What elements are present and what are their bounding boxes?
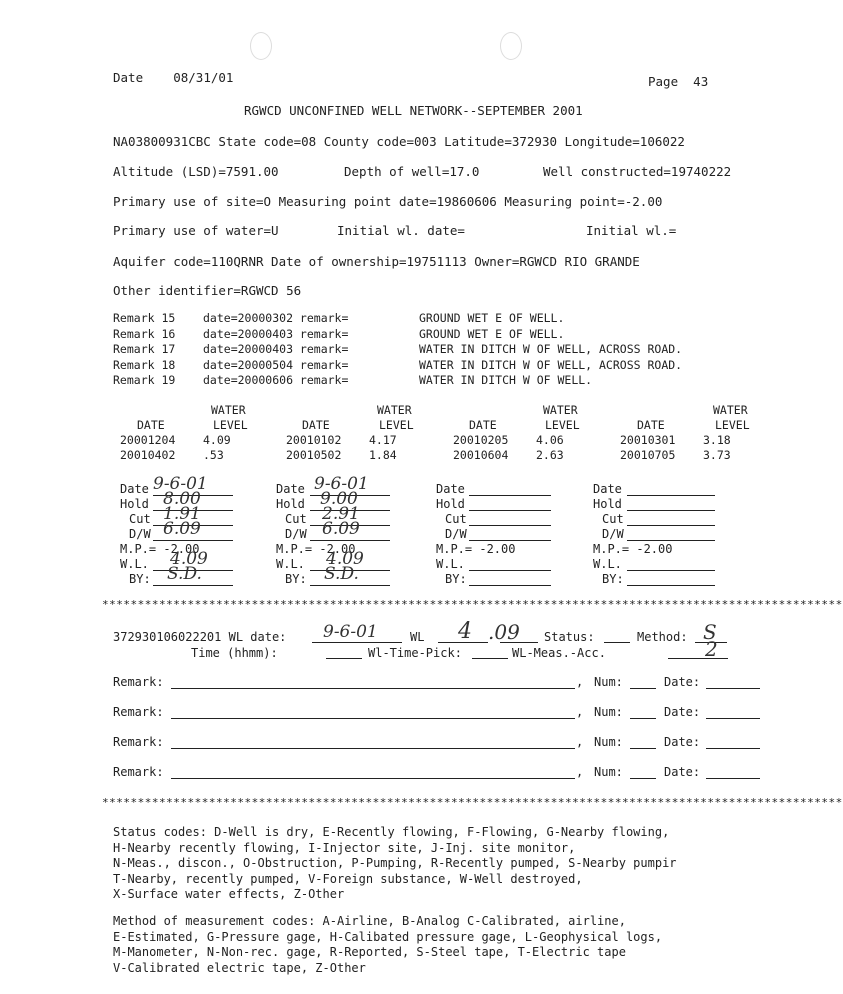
remark-line-label: Remark:: [113, 705, 164, 719]
header-page-label: Page: [648, 74, 679, 89]
form-by-label: BY:: [129, 572, 151, 586]
status-codes-line: N-Meas., discon., O-Obstruction, P-Pumping, R-Recently pumped, S-Nearby pumpir: [113, 856, 677, 870]
table-cell: 20010502: [286, 448, 342, 462]
entry-wl-date-label: WL date:: [228, 630, 287, 644]
remark-line-field[interactable]: [171, 778, 575, 779]
table-cell: 3.73: [703, 448, 731, 462]
form-hold-label: Hold: [276, 497, 305, 511]
header-date: [113, 70, 233, 85]
form-cut-field[interactable]: [469, 525, 551, 526]
entry-time-field[interactable]: [326, 658, 362, 659]
entry-wl-date-value[interactable]: 9-6-01: [323, 622, 378, 642]
entry-status-field[interactable]: [604, 642, 630, 643]
water-header: WATER: [211, 403, 246, 417]
status-codes-line: T-Nearby, recently pumped, V-Foreign substance, W-Well destroyed,: [113, 871, 583, 886]
table-cell: 20010205: [453, 433, 509, 447]
form-date-field[interactable]: [469, 495, 551, 496]
form-cut-field[interactable]: [627, 525, 715, 526]
status-codes-line: Status codes: D-Well is dry, E-Recently flowing, F-Flowing, G-Nearby flowing,: [113, 825, 670, 839]
entry-wl-dec[interactable]: .09: [488, 620, 520, 644]
remark-num-field[interactable]: [630, 778, 656, 779]
status-codes-line: X-Surface water effects, Z-Other: [113, 887, 345, 901]
remark-date-field[interactable]: [706, 718, 760, 719]
remark-num-field[interactable]: [630, 748, 656, 749]
date-header: DATE: [137, 418, 165, 432]
status-codes-line: H-Nearby recently flowing, I-Injector site, J-Inj. site monitor,: [113, 840, 576, 855]
table-cell: 2.63: [536, 448, 564, 462]
entry-status-label: Status:: [544, 630, 595, 644]
form-by-value[interactable]: S.D.: [167, 564, 202, 584]
site-constructed: Well constructed=19740222: [543, 164, 732, 179]
remark-line-field[interactable]: [171, 748, 575, 749]
remark-row: Remark 18 date=20000504 remark= WATER IN DITCH W OF WELL, ACROSS ROAD.: [113, 357, 683, 372]
form-cut-value[interactable]: 2.91: [322, 504, 360, 524]
remark-date-field[interactable]: [706, 778, 760, 779]
remark-date-label: Date:: [664, 765, 701, 779]
site-use-water: Primary use of water=U: [113, 223, 279, 238]
header-date-value: 08/31/01: [173, 70, 234, 85]
form-hold-label: Hold: [436, 497, 465, 511]
remark-num-field[interactable]: [630, 718, 656, 719]
entry-method-label: Method:: [637, 630, 688, 644]
table-cell: 4.06: [536, 433, 564, 447]
header-page: [648, 74, 708, 89]
date-header: DATE: [302, 418, 330, 432]
table-cell: 4.17: [369, 433, 397, 447]
form-wl-field[interactable]: [627, 570, 715, 571]
form-wl-label: W.L.: [436, 557, 465, 571]
water-header: WATER: [377, 403, 412, 417]
site-line-1: NA03800931CBC State code=08 County code=003 Latitude=372930 Longitude=106022: [113, 134, 685, 149]
method-codes: [113, 914, 765, 976]
form-hold-label: Hold: [593, 497, 622, 511]
entry-pick-label: Wl-Time-Pick:: [368, 646, 462, 660]
entry-acc-label: WL-Meas.-Acc.: [512, 646, 606, 660]
level-header: LEVEL: [715, 418, 750, 432]
date-header: DATE: [637, 418, 665, 432]
form-dw-field[interactable]: [627, 540, 715, 541]
remark-num-label: Num:: [594, 765, 623, 779]
remark-date-label: Date:: [664, 675, 701, 689]
remark-date-field[interactable]: [706, 748, 760, 749]
page-title: RGWCD UNCONFINED WELL NETWORK--SEPTEMBER 2001: [244, 103, 583, 118]
form-date-value[interactable]: 9-6-01: [314, 474, 369, 494]
form-by-label: BY:: [285, 572, 307, 586]
site-initial-wl: Initial wl.=: [586, 223, 677, 238]
form-by-field[interactable]: [469, 585, 551, 586]
form-mp: M.P.= -2.00: [120, 542, 200, 556]
table-cell: .53: [203, 448, 224, 462]
entry-line: [113, 630, 286, 644]
form-wl-label: W.L.: [276, 557, 305, 571]
status-codes: [113, 825, 765, 903]
form-date-label: Date: [436, 482, 465, 496]
remarks-list: [113, 311, 683, 389]
water-header: WATER: [543, 403, 578, 417]
remark-num-label: Num:: [594, 675, 623, 689]
form-dw-label: D/W: [445, 527, 467, 541]
star-divider: ********************************************************************************************************: [102, 598, 843, 611]
table-cell: 1.84: [369, 448, 397, 462]
form-date-label: Date: [120, 482, 149, 496]
remark-line-label: Remark:: [113, 765, 164, 779]
table-cell: 20010705: [620, 448, 676, 462]
table-cell: 20001204: [120, 433, 176, 447]
form-mp: M.P.= -2.00: [436, 542, 516, 556]
form-wl-value[interactable]: 4.09: [170, 549, 208, 569]
site-altitude: Altitude (LSD)=7591.00: [113, 164, 279, 179]
form-date-value[interactable]: 9-6-01: [153, 474, 208, 494]
form-wl-field[interactable]: [469, 570, 551, 571]
remark-row: Remark 19 date=20000606 remark= WATER IN DITCH W OF WELL.: [113, 373, 593, 387]
form-dw-label: D/W: [129, 527, 151, 541]
remark-line-field[interactable]: [171, 688, 575, 689]
form-mp: M.P.= -2.00: [593, 542, 673, 556]
form-dw-field[interactable]: [469, 540, 551, 541]
form-by-label: BY:: [445, 572, 467, 586]
water-header: WATER: [713, 403, 748, 417]
entry-wl-int[interactable]: 4: [458, 619, 472, 644]
remark-num-label: Num:: [594, 735, 623, 749]
form-wl-label: W.L.: [593, 557, 622, 571]
remark-num-label: Num:: [594, 705, 623, 719]
site-line-3: Primary use of site=O Measuring point date=19860606 Measuring point=-2.00: [113, 194, 663, 209]
method-codes-line: Method of measurement codes: A-Airline, B-Analog C-Calibrated, airline,: [113, 914, 626, 928]
remark-row: Remark 17 date=20000403 remark= WATER IN DITCH W OF WELL, ACROSS ROAD.: [113, 342, 683, 356]
form-cut-label: Cut: [285, 512, 307, 526]
remark-line-field[interactable]: [171, 718, 575, 719]
remark-num-field[interactable]: [630, 688, 656, 689]
form-by-label: BY:: [602, 572, 624, 586]
form-dw-value[interactable]: 6.09: [322, 519, 360, 539]
form-cut-label: Cut: [602, 512, 624, 526]
star-divider: ********************************************************************************************************: [102, 796, 843, 809]
form-mp: M.P.= -2.00: [276, 542, 356, 556]
table-cell: 20010402: [120, 448, 176, 462]
site-line-6: Other identifier=RGWCD 56: [113, 283, 302, 298]
punch-hole-right: [500, 32, 522, 60]
entry-pick-field[interactable]: [472, 658, 508, 659]
form-dw-value[interactable]: 6.09: [163, 519, 201, 539]
site-line-5: Aquifer code=110QRNR Date of ownership=19751113 Owner=RGWCD RIO GRANDE: [113, 254, 640, 269]
entry-time-label: Time (hhmm):: [191, 646, 278, 660]
header-date-label: Date: [113, 70, 144, 85]
entry-method-value[interactable]: S: [703, 620, 717, 644]
form-cut-label: Cut: [129, 512, 151, 526]
site-depth: Depth of well=17.0: [344, 164, 480, 179]
remark-date-label: Date:: [664, 705, 701, 719]
form-date-field[interactable]: [627, 495, 715, 496]
form-cut-value[interactable]: 1.91: [163, 504, 201, 524]
form-by-value[interactable]: S.D.: [324, 564, 359, 584]
remark-row: Remark 15 date=20000302 remark= GROUND WET E OF WELL.: [113, 311, 565, 325]
form-wl-value[interactable]: 4.09: [326, 549, 364, 569]
level-header: LEVEL: [213, 418, 248, 432]
form-hold-value[interactable]: 8.00: [163, 489, 201, 509]
entry-wl-label: WL: [410, 630, 425, 644]
date-header: DATE: [469, 418, 497, 432]
form-date-label: Date: [276, 482, 305, 496]
form-hold-field[interactable]: [469, 510, 551, 511]
remark-row: Remark 16 date=20000403 remark= GROUND WET E OF WELL.: [113, 326, 565, 341]
entry-acc-value[interactable]: 2: [705, 637, 718, 661]
form-date-label: Date: [593, 482, 622, 496]
table-cell: 20010301: [620, 433, 676, 447]
form-hold-label: Hold: [120, 497, 149, 511]
level-header: LEVEL: [379, 418, 414, 432]
method-codes-line: M-Manometer, N-Non-rec. gage, R-Reported, S-Steel tape, T-Electric tape: [113, 945, 626, 959]
level-header: LEVEL: [545, 418, 580, 432]
table-cell: 4.09: [203, 433, 231, 447]
remark-line-label: Remark:: [113, 735, 164, 749]
table-cell: 20010604: [453, 448, 509, 462]
form-by-field[interactable]: [627, 585, 715, 586]
punch-hole-left: [250, 32, 272, 60]
method-codes-line: E-Estimated, G-Pressure gage, H-Calibated pressure gage, L-Geophysical logs,: [113, 929, 663, 944]
form-hold-value[interactable]: 9.00: [320, 489, 358, 509]
entry-well-id: 372930106022201: [113, 630, 222, 644]
form-cut-label: Cut: [445, 512, 467, 526]
table-cell: 3.18: [703, 433, 731, 447]
form-dw-label: D/W: [285, 527, 307, 541]
table-cell: 20010102: [286, 433, 342, 447]
form-wl-label: W.L.: [120, 557, 149, 571]
remark-line-label: Remark:: [113, 675, 164, 689]
method-codes-line: V-Calibrated electric tape, Z-Other: [113, 960, 366, 975]
remark-date-field[interactable]: [706, 688, 760, 689]
remark-date-label: Date:: [664, 735, 701, 749]
form-dw-label: D/W: [602, 527, 624, 541]
site-initial-date: Initial wl. date=: [337, 223, 465, 238]
form-hold-field[interactable]: [627, 510, 715, 511]
header-page-value: 43: [693, 74, 709, 89]
